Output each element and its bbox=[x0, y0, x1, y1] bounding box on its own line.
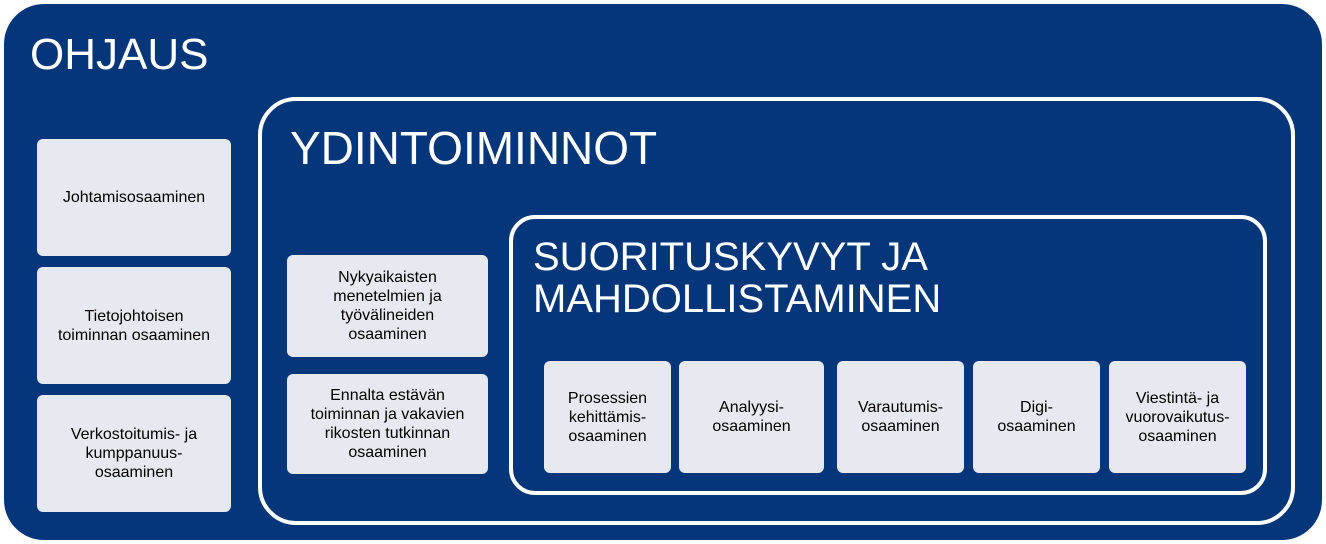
ydintoiminnot-box-nykyaikaisten: Nykyaikaisten menetelmien ja työvälineiden osaaminen bbox=[287, 255, 488, 357]
ohjaus-title: OHJAUS bbox=[30, 30, 209, 79]
ohjaus-box-verkostoitumis: Verkostoitumis- ja kumppanuus- osaaminen bbox=[37, 395, 231, 512]
capability-box-digi: Digi- osaaminen bbox=[973, 361, 1100, 473]
capability-box-varautumis: Varautumis- osaaminen bbox=[837, 361, 964, 473]
capability-box-analyysi: Analyysi- osaaminen bbox=[679, 361, 824, 473]
ydintoiminnot-title: YDINTOIMINNOT bbox=[290, 122, 658, 174]
capability-box-prosessien: Prosessien kehittämis- osaaminen bbox=[544, 361, 671, 473]
ohjaus-box-tietojohtoisen: Tietojohtoisen toiminnan osaaminen bbox=[37, 267, 231, 384]
ydintoiminnot-box-ennalta-estavan: Ennalta estävän toiminnan ja vakavien rikosten tutkinnan osaaminen bbox=[287, 374, 488, 474]
capability-box-viestinta: Viestintä- ja vuorovaikutus- osaaminen bbox=[1109, 361, 1246, 473]
ohjaus-box-johtamisosaaminen: Johtamisosaaminen bbox=[37, 139, 231, 256]
suorituskyvyt-title: SUORITUSKYVYT JA MAHDOLLISTAMINEN bbox=[533, 235, 942, 321]
